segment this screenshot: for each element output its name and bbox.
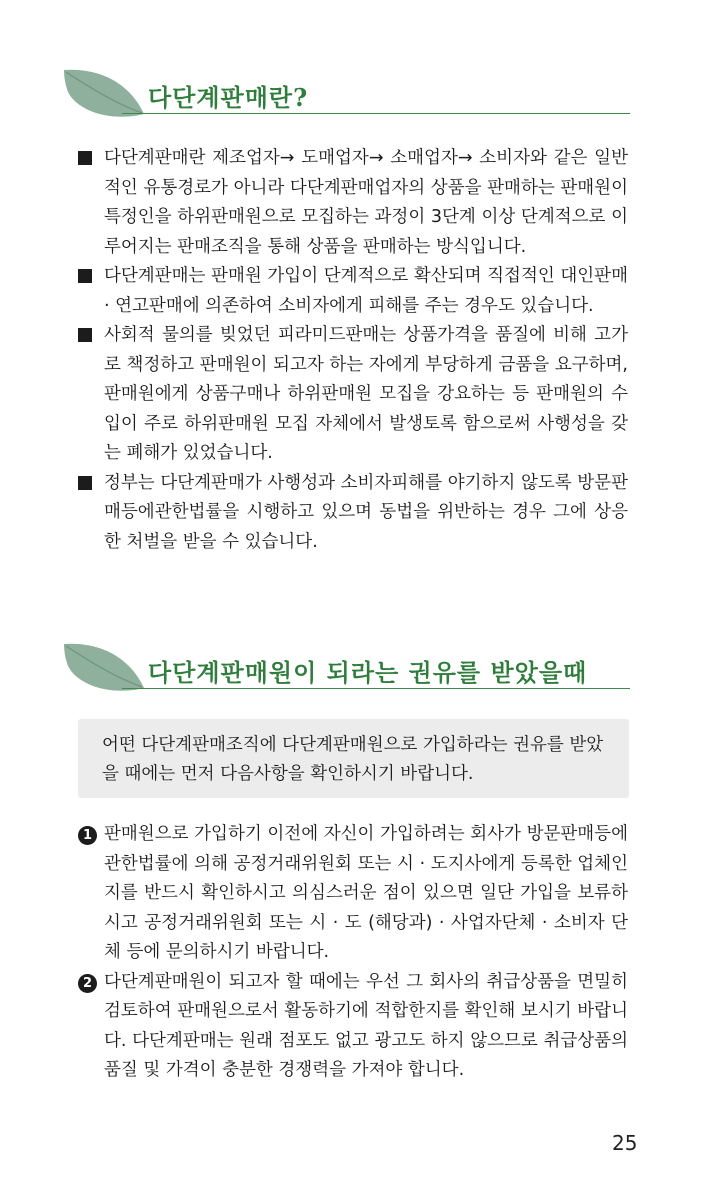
list-item-text: 사회적 물의를 빚었던 피라미드판매는 상품가격을 품질에 비해 고가로 책정하고 판매원이 되고자 하는 자에게 부당하게 금품을 요구하며, 판매원에게 상품구매나 하위판매원 모집을 강요하는 등 판매원의 수입이 주로 하위판매원 모집 자체에서 발생토록 함으로써 사행성을 갖는 폐해가 있었습니다. xyxy=(104,325,628,463)
list-item xyxy=(78,820,628,968)
list-item-text: 다단계판매원이 되고자 할 때에는 우선 그 회사의 취급상품을 면밀히 검토하여 판매원으로서 활동하기에 적합한지를 확인해 보시기 바랍니다. 다단계판매는 원래 점포도 없고 광고도 하지 않으므로 취급상품의 품질 및 가격이 충분한 경쟁력을 가져야 합니다. xyxy=(104,971,628,1080)
list-item xyxy=(78,469,628,558)
square-bullet-icon xyxy=(78,321,92,353)
section-divider-2 xyxy=(122,688,630,689)
section-header-2 xyxy=(60,640,630,700)
list-item xyxy=(78,321,628,469)
page-number: 25 xyxy=(612,1131,638,1155)
section-divider-1 xyxy=(122,113,630,114)
list-item-text: 다단계판매란 제조업자→ 도매업자→ 소매업자→ 소비자와 같은 일반적인 유통경로가 아니라 다단계판매업자의 상품을 판매하는 판매원이 특정인을 하위판매원으로 모집하는 과정이 3단계 이상 단계적으로 이루어지는 판매조직을 통해 상품을 판매하는 방식입니다. xyxy=(104,148,628,257)
section-header-1 xyxy=(60,66,630,126)
square-bullet-icon xyxy=(78,262,92,294)
square-bullet-icon xyxy=(78,144,92,176)
list-item-text: 정부는 다단계판매가 사행성과 소비자피해를 야기하지 않도록 방문판매등에관한법률을 시행하고 있으며 동법을 위반하는 경우 그에 상응한 처벌을 받을 수 있습니다. xyxy=(104,472,628,552)
number-badge-icon: 2 xyxy=(78,968,97,998)
list-item xyxy=(78,262,628,321)
list-item xyxy=(78,968,628,1086)
section-title-2: 다단계판매원이 되라는 권유를 받았을때 xyxy=(148,658,588,687)
square-bullet-icon xyxy=(78,469,92,501)
list-item xyxy=(78,144,628,262)
list-item-text: 판매원으로 가입하기 이전에 자신이 가입하려는 회사가 방문판매등에관한법률에 의해 공정거래위원회 또는 시 · 도지사에게 등록한 업체인지를 반드시 확인하시고 의심스러운 점이 있으면 일단 가입을 보류하시고 공정거래위원회 또는 시 · 도 (해당과) · 사업자단체 · 소비자 단체 등에 문의하시기 바랍니다. xyxy=(104,824,629,962)
checklist xyxy=(78,820,628,1086)
info-box xyxy=(78,719,629,798)
list-item-text: 다단계판매는 판매원 가입이 단계적으로 확산되며 직접적인 대인판매 · 연고판매에 의존하여 소비자에게 피해를 주는 경우도 있습니다. xyxy=(104,266,628,316)
section-title-1: 다단계판매란? xyxy=(148,83,309,112)
definition-list xyxy=(78,144,628,557)
info-box-text: 어떤 다단계판매조직에 다단계판매원으로 가입하라는 권유를 받았을 때에는 먼저 다음사항을 확인하시기 바랍니다. xyxy=(102,735,604,784)
number-badge-icon: 1 xyxy=(78,820,97,850)
